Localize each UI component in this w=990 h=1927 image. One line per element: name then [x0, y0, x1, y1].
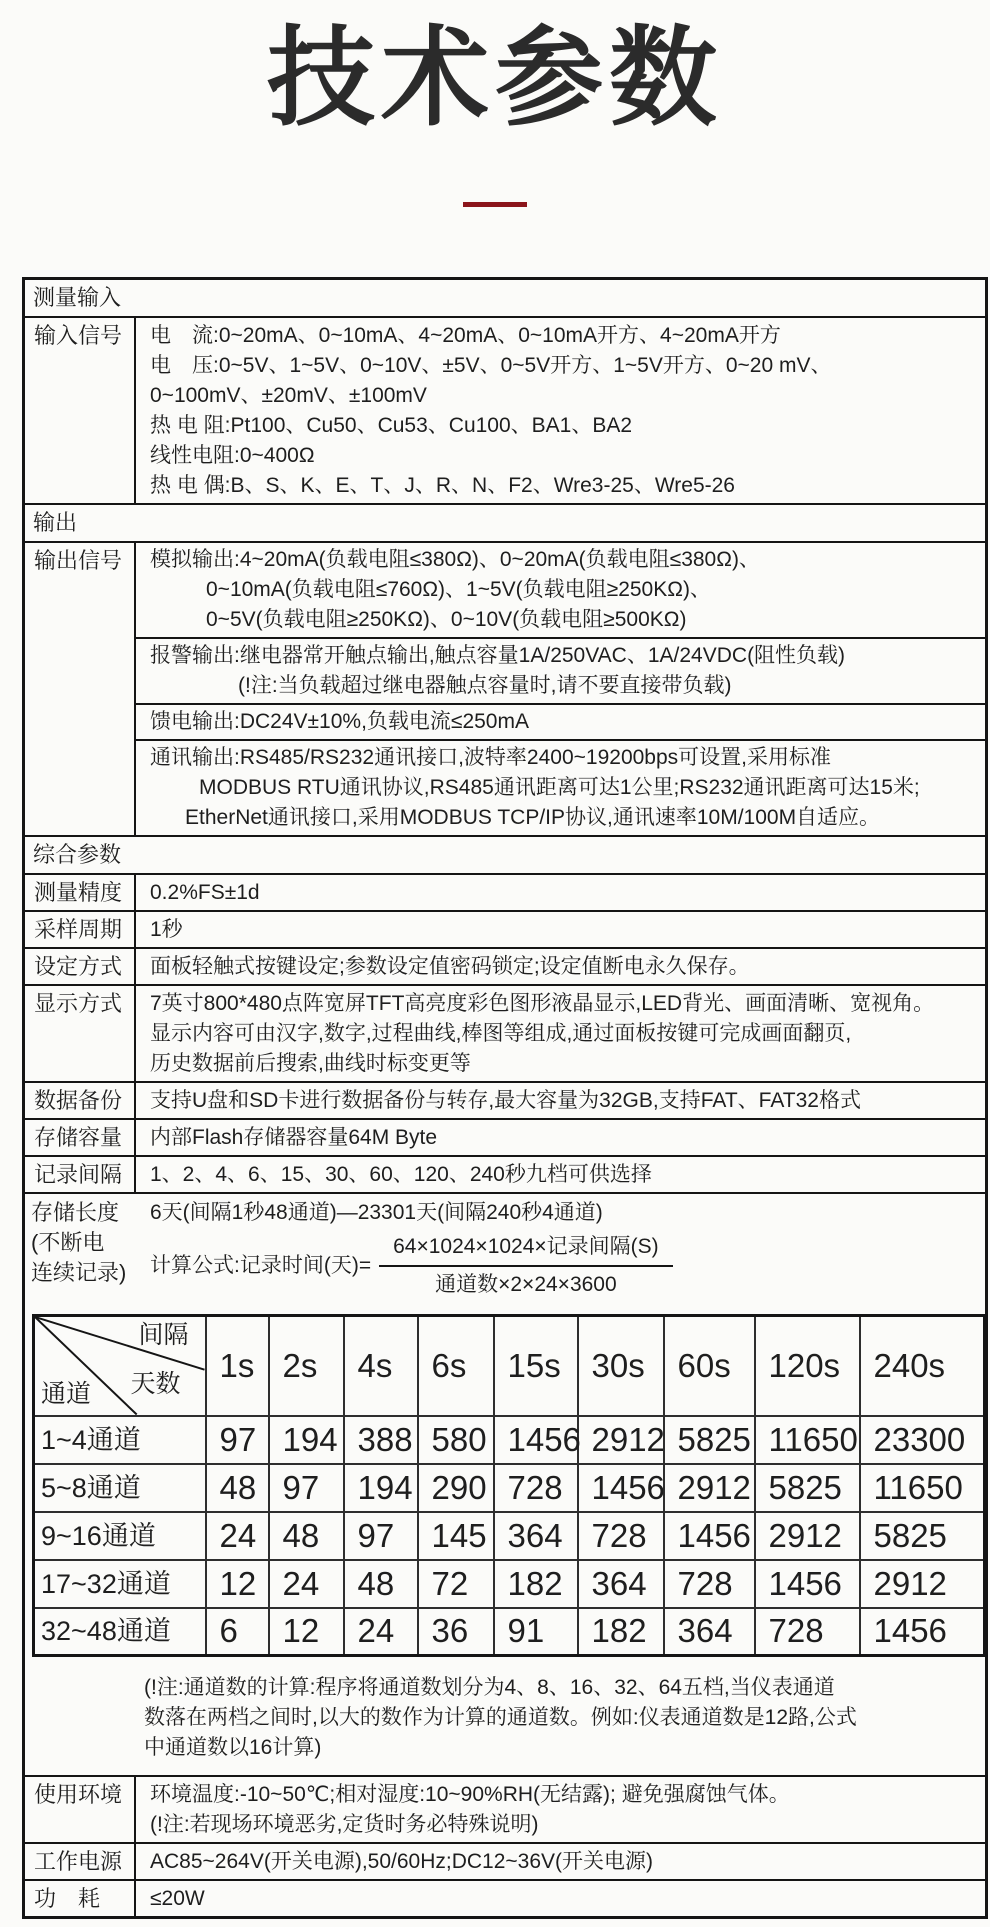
storage-length-body: [131, 1198, 981, 1300]
storage-days-table: [32, 1314, 986, 1657]
spec-table: [22, 277, 988, 1919]
cell-value: 97: [269, 1464, 344, 1512]
label-record-interval: 记录间隔: [25, 1157, 136, 1192]
storage-length-cell: [25, 1194, 985, 1775]
table-row-ch32-48: [34, 1608, 985, 1656]
comm-output-line-3: EtherNet通讯接口,采用MODBUS TCP/IP协议,通讯速率10M/100M自适应。: [185, 806, 881, 830]
value-record-interval: 1、2、4、6、15、30、60、120、240秒九档可供选择: [150, 1163, 652, 1187]
col-header-240s: 240s: [860, 1316, 985, 1416]
label-data-backup: 数据备份: [25, 1083, 136, 1118]
cell-value: 194: [269, 1416, 344, 1464]
cell-value: 194: [344, 1464, 418, 1512]
feed-output-line: 馈电输出:DC24V±10%,负载电流≤250mA: [150, 710, 529, 734]
alarm-output-line-2: (!注:当负载超过继电器触点容量时,请不要直接带负载): [238, 674, 732, 698]
input-signal-current: 电 流:0~20mA、0~10mA、4~20mA、0~10mA开方、4~20mA开方: [150, 324, 781, 348]
input-signal-thermocouple: 热 电 偶:B、S、K、E、T、J、R、N、F2、Wre3-25、Wre5-26: [150, 474, 735, 498]
cell-value: 364: [494, 1512, 578, 1560]
cell-value: 48: [206, 1464, 269, 1512]
cell-value: 6: [206, 1608, 269, 1656]
label-display-method: 显示方式: [25, 986, 136, 1081]
label-power-consumption: 功 耗: [25, 1881, 136, 1916]
value-sampling-period: 1秒: [150, 918, 183, 942]
storage-note-line-2: 数落在两档之间时,以大的数作为计算的通道数。例如:仪表通道数是12路,公式: [144, 1706, 857, 1730]
subrow-alarm-output: [136, 637, 985, 703]
row-power-supply: [25, 1842, 985, 1879]
section-row-measure-input: [25, 280, 985, 316]
cell-value: 36: [418, 1608, 494, 1656]
col-header-2s: 2s: [269, 1316, 344, 1416]
row-output-signal: [25, 541, 985, 835]
cell-value: 1456: [755, 1560, 860, 1608]
cell-value: 388: [344, 1416, 418, 1464]
cell-value: 12: [269, 1608, 344, 1656]
analog-output-line-3: 0~5V(负载电阻≥250KΩ)、0~10V(负载电阻≥500KΩ): [206, 608, 687, 632]
col-header-60s: 60s: [664, 1316, 755, 1416]
corner-label-days: 天数: [130, 1370, 181, 1399]
col-header-15s: 15s: [494, 1316, 578, 1416]
cell-value: 72: [418, 1560, 494, 1608]
cell-value: 91: [494, 1608, 578, 1656]
formula-fraction: [379, 1232, 673, 1300]
cell-value: 290: [418, 1464, 494, 1512]
value-accuracy: 0.2%FS±1d: [150, 881, 260, 905]
environment-line-2: (!注:若现场环境恶劣,定货时务必特殊说明): [150, 1813, 539, 1837]
label-storage-capacity: 存储容量: [25, 1120, 136, 1155]
content-display-method: [136, 986, 985, 1081]
cell-value: 1456: [860, 1608, 985, 1656]
label-setting-method: 设定方式: [25, 949, 136, 984]
cell-value: 5825: [664, 1416, 755, 1464]
cell-value: 1456: [494, 1416, 578, 1464]
corner-label-interval: 间隔: [138, 1321, 189, 1350]
formula-numerator: 64×1024×1024×记录间隔(S): [379, 1232, 673, 1267]
content-input-signal: [136, 318, 985, 503]
cell-value: 1456: [664, 1512, 755, 1560]
col-header-4s: 4s: [344, 1316, 418, 1416]
row-data-backup: [25, 1081, 985, 1118]
value-power-supply: AC85~264V(开关电源),50/60Hz;DC12~36V(开关电源): [150, 1850, 654, 1874]
storage-label-line-2: (不断电: [31, 1230, 105, 1256]
storage-label-line-3: 连续记录): [31, 1260, 127, 1286]
storage-length-top: [31, 1198, 981, 1300]
storage-label-line-1: 存储长度: [31, 1200, 120, 1226]
subrow-feed-output: [136, 703, 985, 739]
cell-value: 97: [206, 1416, 269, 1464]
comm-output-line-2: MODBUS RTU通讯协议,RS485通讯距离可达1公里;RS232通讯距离可达15米;: [199, 776, 920, 800]
input-signal-voltage-1: 电 压:0~5V、1~5V、0~10V、±5V、0~5V开方、1~5V开方、0~20 mV、: [150, 354, 832, 378]
section-title-output: 输出: [33, 510, 78, 536]
alarm-output-line-1: 报警输出:继电器常开触点输出,触点容量1A/250VAC、1A/24VDC(阻性负载): [150, 644, 846, 668]
cell-value: 11650: [860, 1464, 985, 1512]
row-accuracy: [25, 873, 985, 910]
value-storage-capacity: 内部Flash存储器容量64M Byte: [150, 1126, 438, 1150]
cell-value: 182: [494, 1560, 578, 1608]
cell-value: 2912: [755, 1512, 860, 1560]
storage-note: [31, 1667, 981, 1769]
row-label-ch5-8: 5~8通道: [34, 1464, 206, 1512]
col-header-120s: 120s: [755, 1316, 860, 1416]
cell-value: 48: [269, 1512, 344, 1560]
input-signal-voltage-2: 0~100mV、±20mV、±100mV: [150, 384, 427, 408]
analog-output-line-2: 0~10mA(负载电阻≤760Ω)、1~5V(负载电阻≥250KΩ)、: [206, 578, 711, 602]
subrow-analog-output: [136, 543, 985, 637]
row-record-interval: [25, 1155, 985, 1192]
row-label-ch17-32: 17~32通道: [34, 1560, 206, 1608]
page-title: 技术参数: [266, 17, 723, 138]
label-environment: 使用环境: [25, 1777, 136, 1842]
formula-prefix: 计算公式:记录时间(天)=: [150, 1254, 372, 1278]
row-sampling-period: [25, 910, 985, 947]
cell-value: 23300: [860, 1416, 985, 1464]
input-signal-rtd: 热 电 阻:Pt100、Cu50、Cu53、Cu100、BA1、BA2: [150, 414, 633, 438]
title-underline-accent: [463, 202, 527, 207]
cell-value: 728: [664, 1560, 755, 1608]
display-line-3: 历史数据前后搜索,曲线时标变更等: [150, 1052, 471, 1076]
storage-table-header-row: [34, 1316, 985, 1416]
table-row-ch9-16: [34, 1512, 985, 1560]
value-power-consumption: ≤20W: [150, 1887, 205, 1911]
row-input-signal: [25, 316, 985, 503]
section-title-general: 综合参数: [33, 842, 122, 868]
label-sampling-period: 采样周期: [25, 912, 136, 947]
row-label-ch32-48: 32~48通道: [34, 1608, 206, 1656]
table-row-ch5-8: [34, 1464, 985, 1512]
col-header-30s: 30s: [578, 1316, 664, 1416]
storage-note-line-3: 中通道数以16计算): [144, 1736, 322, 1760]
input-signal-linear-resistance: 线性电阻:0~400Ω: [150, 444, 315, 468]
storage-note-line-1: (!注:通道数的计算:程序将通道数划分为4、8、16、32、64五档,当仪表通道: [144, 1676, 835, 1700]
storage-formula: [150, 1232, 981, 1300]
label-input-signal: 输入信号: [25, 318, 136, 503]
row-setting-method: [25, 947, 985, 984]
row-storage-length: [25, 1192, 985, 1775]
cell-value: 2912: [860, 1560, 985, 1608]
content-environment: [136, 1777, 985, 1842]
subrow-comm-output: [136, 739, 985, 835]
col-header-1s: 1s: [206, 1316, 269, 1416]
display-line-2: 显示内容可由汉字,数字,过程曲线,棒图等组成,通过面板按键可完成画面翻页,: [150, 1022, 852, 1046]
cell-value: 728: [578, 1512, 664, 1560]
cell-value: 5825: [755, 1464, 860, 1512]
label-output-signal: 输出信号: [25, 543, 136, 835]
label-storage-length: [31, 1198, 131, 1300]
cell-value: 728: [755, 1608, 860, 1656]
cell-value: 24: [344, 1608, 418, 1656]
table-row-ch17-32: [34, 1560, 985, 1608]
analog-output-line-1: 模拟输出:4~20mA(负载电阻≤380Ω)、0~20mA(负载电阻≤380Ω)、: [150, 548, 760, 572]
section-row-general: [25, 835, 985, 873]
display-line-1: 7英寸800*480点阵宽屏TFT高亮度彩色图形液晶显示,LED背光、画面清晰、宽视角。: [150, 992, 935, 1016]
cell-value: 728: [494, 1464, 578, 1512]
col-header-6s: 6s: [418, 1316, 494, 1416]
row-storage-capacity: [25, 1118, 985, 1155]
row-label-ch1-4: 1~4通道: [34, 1416, 206, 1464]
row-environment: [25, 1775, 985, 1842]
cell-value: 48: [344, 1560, 418, 1608]
cell-value: 12: [206, 1560, 269, 1608]
label-accuracy: 测量精度: [25, 875, 136, 910]
storage-table-corner-cell: [34, 1316, 206, 1416]
cell-value: 145: [418, 1512, 494, 1560]
value-data-backup: 支持U盘和SD卡进行数据备份与转存,最大容量为32GB,支持FAT、FAT32格式: [150, 1089, 861, 1113]
row-label-ch9-16: 9~16通道: [34, 1512, 206, 1560]
value-setting-method: 面板轻触式按键设定;参数设定值密码锁定;设定值断电永久保存。: [150, 955, 750, 979]
comm-output-line-1: 通讯输出:RS485/RS232通讯接口,波特率2400~19200bps可设置,采用标准: [150, 746, 831, 770]
cell-value: 24: [206, 1512, 269, 1560]
cell-value: 5825: [860, 1512, 985, 1560]
output-signal-subrows: [136, 543, 985, 835]
cell-value: 2912: [578, 1416, 664, 1464]
cell-value: 364: [578, 1560, 664, 1608]
cell-value: 11650: [755, 1416, 860, 1464]
storage-range: 6天(间隔1秒48通道)—23301天(间隔240秒4通道): [150, 1201, 603, 1225]
cell-value: 24: [269, 1560, 344, 1608]
cell-value: 1456: [578, 1464, 664, 1512]
cell-value: 580: [418, 1416, 494, 1464]
label-power-supply: 工作电源: [25, 1844, 136, 1879]
corner-label-channels: 通道: [41, 1379, 92, 1408]
cell-value: 2912: [664, 1464, 755, 1512]
row-display-method: [25, 984, 985, 1081]
cell-value: 182: [578, 1608, 664, 1656]
section-row-output: [25, 503, 985, 541]
cell-value: 364: [664, 1608, 755, 1656]
environment-line-1: 环境温度:-10~50℃;相对湿度:10~90%RH(无结露); 避免强腐蚀气体。: [150, 1783, 790, 1807]
cell-value: 97: [344, 1512, 418, 1560]
section-title-measure-input: 测量输入: [33, 285, 122, 311]
formula-denominator: 通道数×2×24×3600: [435, 1273, 617, 1297]
table-row-ch1-4: [34, 1416, 985, 1464]
